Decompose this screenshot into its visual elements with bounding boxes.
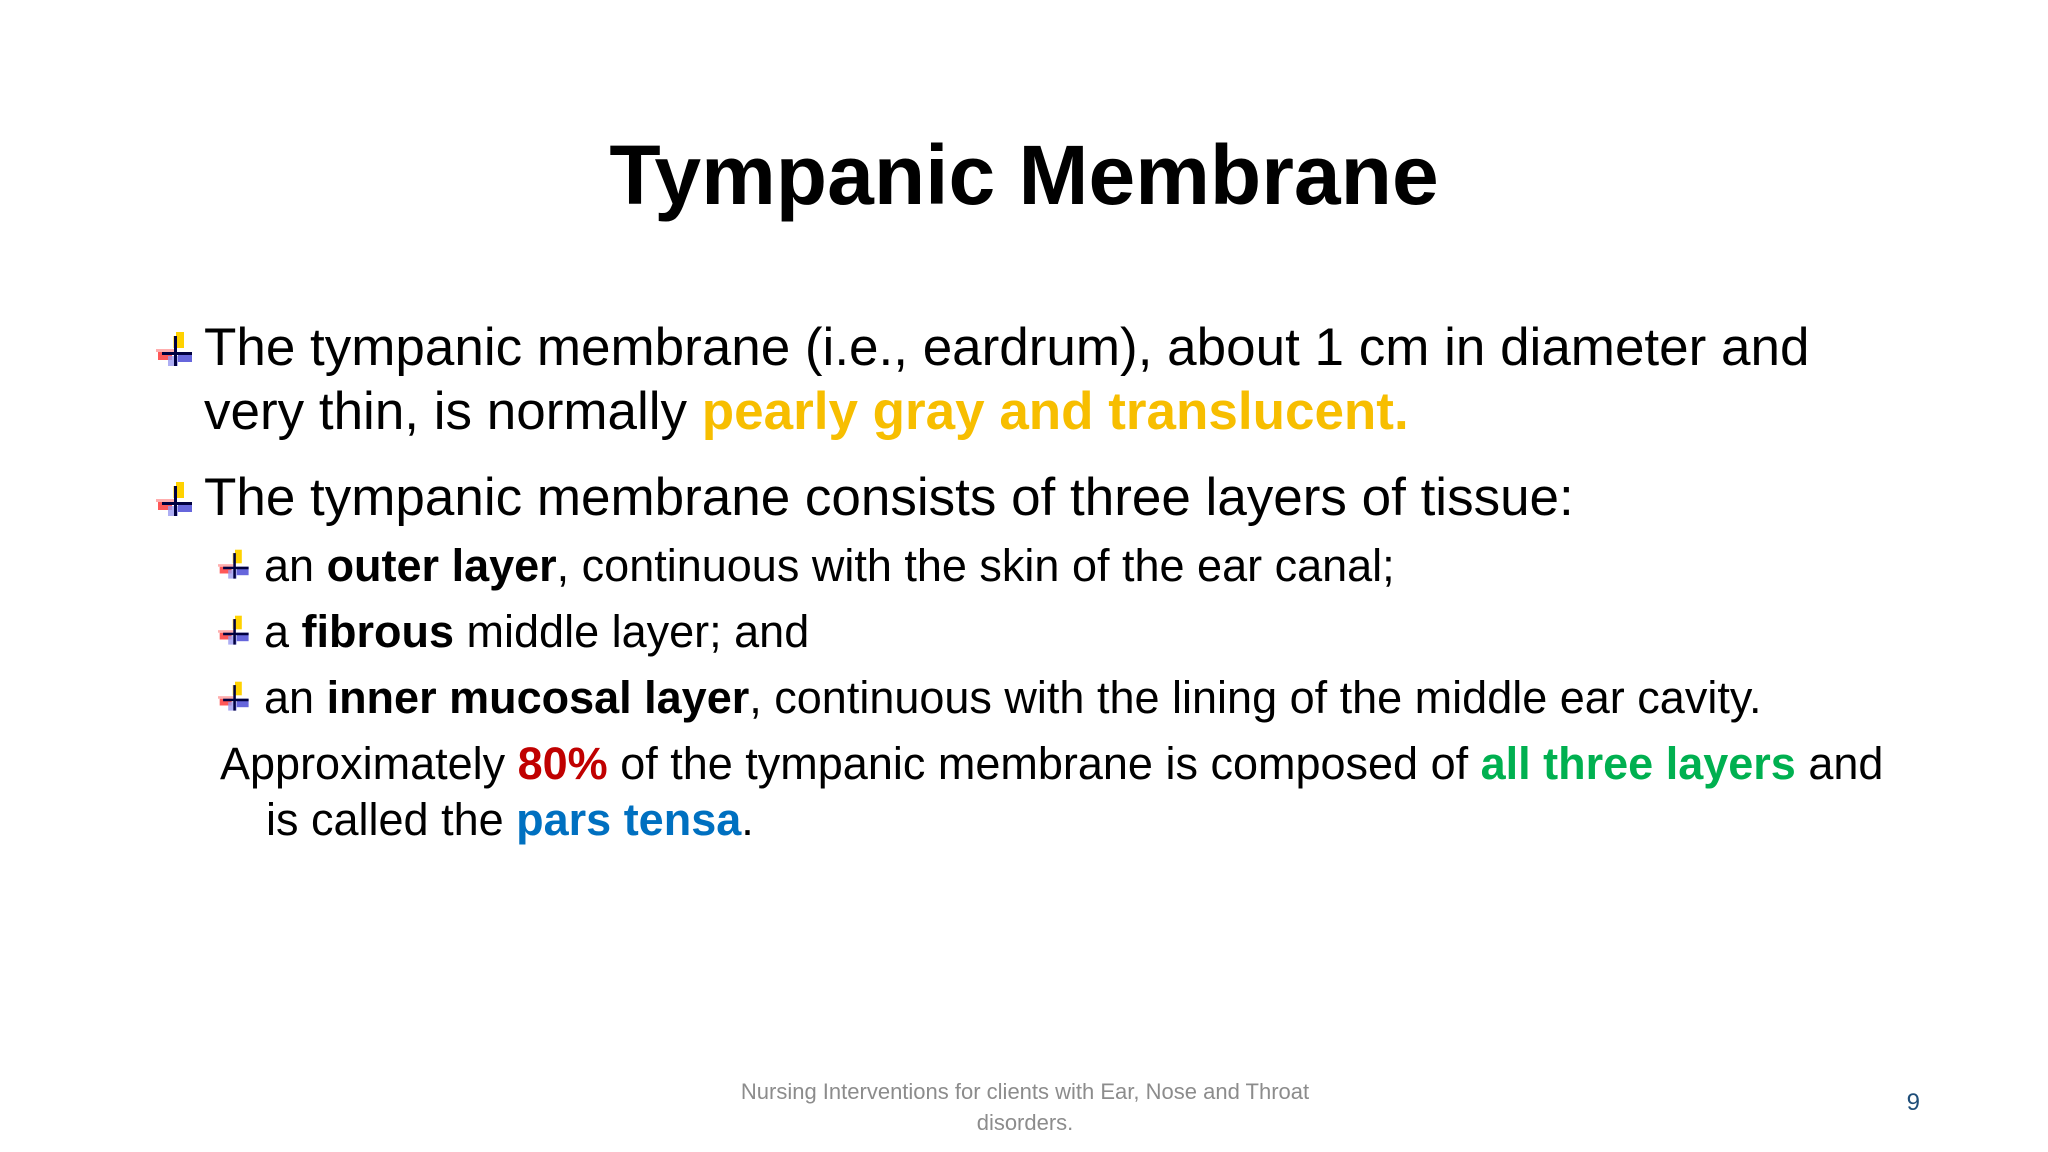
slide-title: Tympanic Membrane [609, 128, 1439, 222]
sub-bullet-post: , continuous with the skin of the ear canal; [556, 540, 1395, 591]
layers-highlight: all three layers [1480, 738, 1796, 789]
summary-paragraph [220, 736, 1916, 848]
bullet-item [156, 316, 1916, 444]
footer-text: Nursing Interventions for clients with Ear, Nose and Throat disorders. [740, 1079, 1310, 1135]
slide-body [156, 316, 1916, 848]
windmill-bullet-icon [218, 548, 252, 582]
page-number: 9 [1906, 1089, 1920, 1116]
paragraph-text: . [741, 794, 754, 845]
bullet-text: The tympanic membrane (i.e., eardrum), about 1 cm in diameter and very thin, is normally [204, 318, 1810, 441]
sub-bullet-post: middle layer; and [454, 606, 810, 657]
sub-bullet-pre: an [264, 672, 327, 723]
sub-bullet-pre: an [264, 540, 327, 591]
sub-bullet-post: , continuous with the lining of the middle ear cavity. [749, 672, 1762, 723]
sub-bullet-item [218, 538, 1916, 594]
sub-bullet-pre: a [264, 606, 302, 657]
paragraph-text: Approximately [220, 738, 518, 789]
windmill-bullet-icon [218, 680, 252, 714]
paragraph-text: and is called the [266, 738, 1884, 845]
percent-highlight: 80% [517, 738, 608, 789]
highlight-text: pearly gray and translucent. [701, 382, 1409, 441]
sub-bullet-bold: inner mucosal layer [326, 672, 750, 723]
bullet-text: The tympanic membrane consists of three layers of tissue: [204, 468, 1574, 527]
paragraph-text: of the tympanic membrane is composed of [607, 738, 1481, 789]
sub-bullet-item [218, 670, 1916, 726]
sub-bullet-bold: outer layer [326, 540, 557, 591]
windmill-bullet-icon [156, 480, 196, 520]
sub-bullet-bold: fibrous [301, 606, 455, 657]
term-highlight: pars tensa [516, 794, 742, 845]
sub-bullet-item [218, 604, 1916, 660]
windmill-bullet-icon [218, 614, 252, 648]
windmill-bullet-icon [156, 330, 196, 370]
bullet-item [156, 466, 1916, 530]
